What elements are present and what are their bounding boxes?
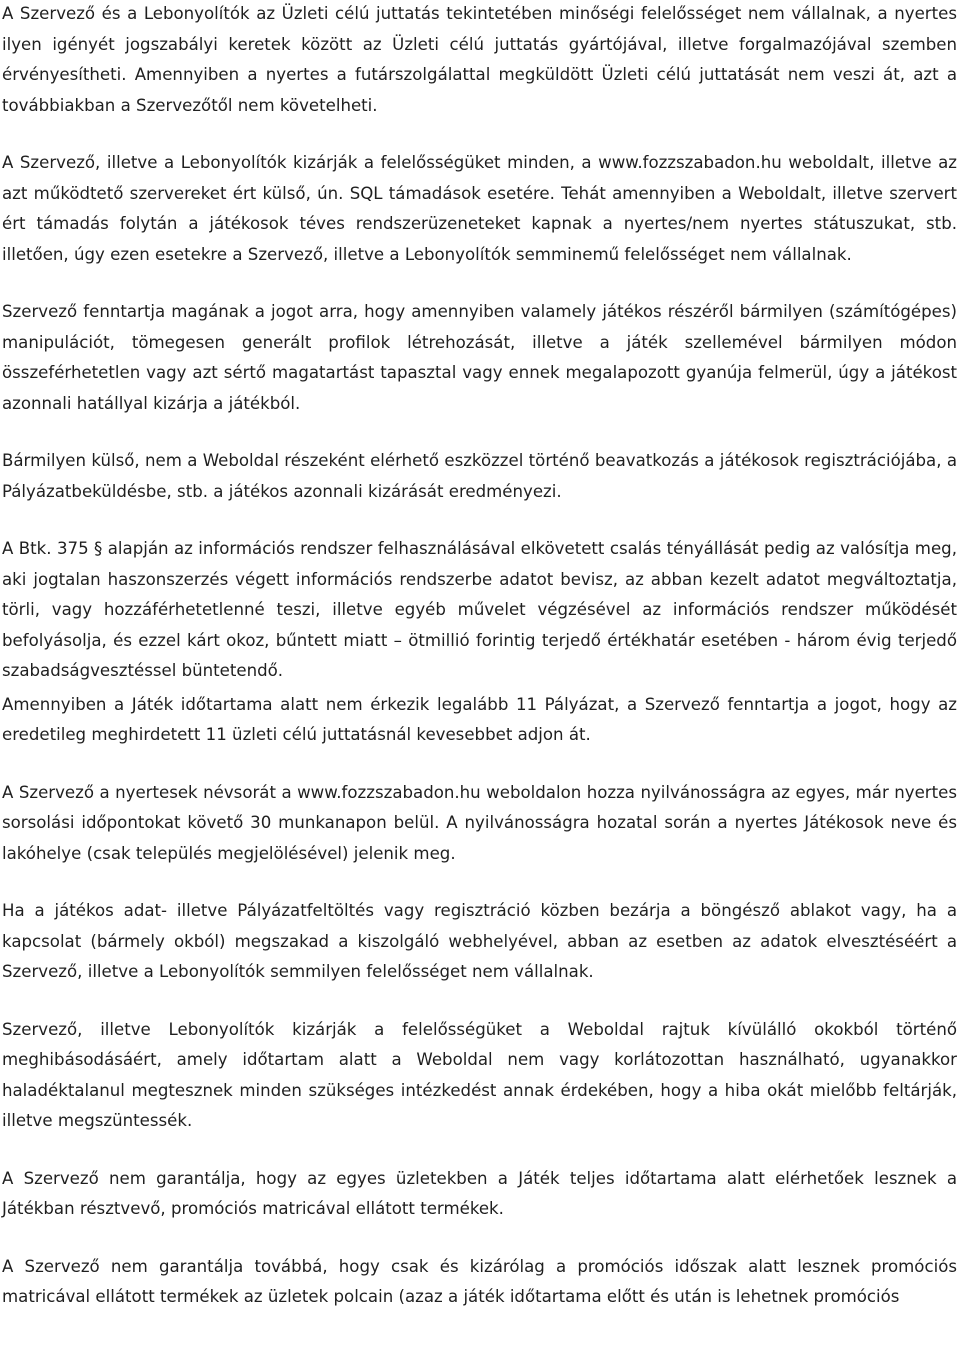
paragraph-sql-attacks: A Szervező, illetve a Lebonyolítók kizárják a felelősségüket minden, a www.fozzszabadon.hu weboldalt, illetve az azt működtető szervereket ért külső, ún. SQL támadások esetére. Tehát amennyiben a Weboldalt, illetve szervert ért támadás folytán a játékosok téves rendszerüzeneteket kapnak a nyertes/nem nyertes státuszukat, stb. illetően, úgy ezen esetekre a Szervező, illetve a Lebonyolítók semminemű felelősséget nem vállalnak. — [2, 153, 957, 264]
document-page — [2, 0, 957, 1313]
paragraph-manipulation: Szervező fenntartja magának a jogot arra, hogy amennyiben valamely játékos részéről bármilyen (számítógépes) manipulációt, tömegesen generált profilok létrehozását, illetve a játék szellemével bármilyen módon összeférhetetlen vagy azt sértő magatartást tapasztal vagy ennek megalapozott gyanúja felmerül, úgy a játékost azonnali hatállyal kizárja a játékból. — [2, 302, 957, 413]
paragraph-website-failure: Szervező, illetve Lebonyolítók kizárják a felelősségüket a Weboldal rajtuk kívülálló okokból történő meghibásodásáért, amely időtartam alatt a Weboldal nem vagy korlátozottan használható, ugyanakkor haladéktalanul megtesznek minden szükséges intézkedést annak érdekében, hogy a hiba okát mielőbb feltárják, illetve megszüntessék. — [2, 1019, 957, 1130]
paragraph-minimum-entries: Amennyiben a Játék időtartama alatt nem érkezik legalább 11 Pályázat, a Szervező fenntartja a jogot, hogy az eredetileg meghirdetett 11 üzleti célú juttatásnál kevesebbet adjon át. — [2, 694, 957, 744]
paragraph-liability-prize: A Szervező és a Lebonyolítók az Üzleti célú juttatás tekintetében minőségi felelősséget nem vállalnak, a nyertes ilyen igényét jogszabályi keretek között az Üzleti célú juttatás gyártójával, illetve forgalmazójával szemben érvényesítheti. Amennyiben a nyertes a futárszolgálattal megküldött Üzleti célú juttatását nem veszi át, azt a továbbiakban a Szervezőtől nem követelheti. — [2, 4, 957, 115]
paragraph-promo-period: A Szervező nem garantálja továbbá, hogy csak és kizárólag a promóciós időszak alatt lesznek promóciós matricával ellátott termékek az üzletek polcain (azaz a játék időtartama előtt és után is lehetnek promóciós — [2, 1256, 957, 1306]
paragraph-connection-loss: Ha a játékos adat- illetve Pályázatfeltöltés vagy regisztráció közben bezárja a böngésző ablakot vagy, ha a kapcsolat (bármely okból) megszakad a kiszolgáló webhelyével, abban az esetben az adatok elvesztéséért a Szervező, illetve a Lebonyolítók semmilyen felelősséget nem vállalnak. — [2, 901, 957, 981]
paragraph-btk-375: A Btk. 375 § alapján az információs rendszer felhasználásával elkövetett csalás tényállását pedig az valósítja meg, aki jogtalan haszonszerzés végett információs rendszerbe adatot bevisz, az abban kezelt adatot megváltoztatja, törli, vagy hozzáférhetetlenné teszi, illetve egyéb művelet végzésével az információs rendszer működését befolyásolja, és ezzel kárt okoz, bűntett miatt – ötmillió forintig terjedő értékhatár esetében - három évig terjedő szabadságvesztéssel büntetendő. — [2, 539, 957, 680]
paragraph-winners-list: A Szervező a nyertesek névsorát a www.fozzszabadon.hu weboldalon hozza nyilvánosságra az egyes, már nyertes sorsolási időpontokat követő 30 munkanapon belül. A nyilvánosságra hozatal során a nyertes Játékosok neve és lakóhelye (csak település megjelölésével) jelenik meg. — [2, 782, 957, 863]
paragraph-product-availability: A Szervező nem garantálja, hogy az egyes üzletekben a Játék teljes időtartama alatt elérhetőek lesznek a Játékban résztvevő, promóciós matricával ellátott termékek. — [2, 1168, 957, 1218]
paragraph-external-intervention: Bármilyen külső, nem a Weboldal részeként elérhető eszközzel történő beavatkozás a játékosok regisztrációjába, a Pályázatbeküldésbe, stb. a játékos azonnali kizárását eredményezi. — [2, 451, 957, 501]
